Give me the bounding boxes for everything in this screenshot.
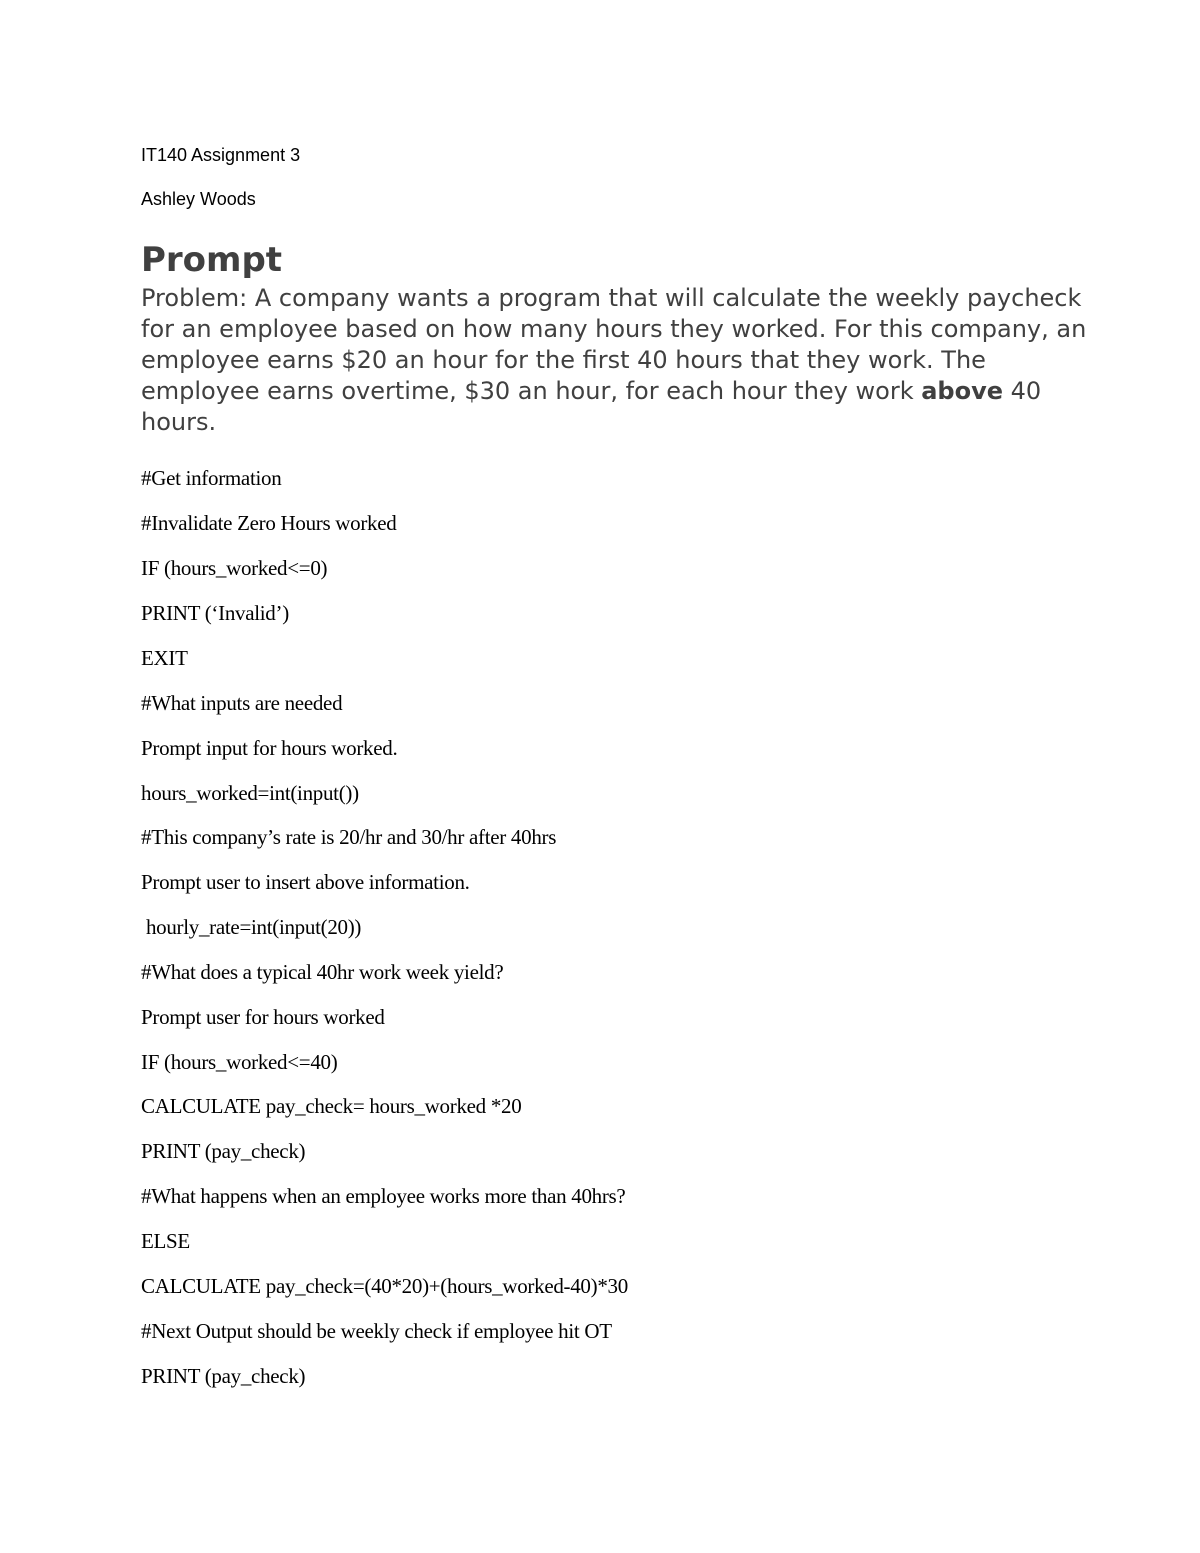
author-name: Ashley Woods	[141, 189, 256, 209]
code-line: hours_worked=int(input())	[141, 781, 359, 805]
code-line: Prompt user to insert above information.	[141, 870, 470, 894]
code-line: IF (hours_worked<=0)	[141, 556, 328, 580]
code-line: hourly_rate=int(input(20))	[141, 915, 362, 939]
code-line: CALCULATE pay_check=(40*20)+(hours_worked-40)*30	[141, 1274, 628, 1298]
code-line: PRINT (pay_check)	[141, 1364, 306, 1388]
code-line: #What inputs are needed	[141, 691, 343, 715]
code-line: IF (hours_worked<=40)	[141, 1050, 338, 1074]
course-title: IT140 Assignment 3	[141, 145, 301, 165]
code-line: CALCULATE pay_check= hours_worked *20	[141, 1094, 522, 1118]
code-line: #What happens when an employee works more than 40hrs?	[141, 1184, 626, 1208]
prompt-heading: Prompt	[141, 240, 283, 280]
problem-text: Problem: A company wants a program that will calculate the weekly paycheck for an employee based on how many hours they worked. For this company, an employee earns $20 an hour for the first 40 hours that they work. The employee earns overtime, $30 an hour, for each hour they work	[141, 284, 1087, 405]
code-line: ELSE	[141, 1229, 190, 1253]
code-line: #Get information	[141, 466, 282, 490]
code-line: #What does a typical 40hr work week yield?	[141, 960, 504, 984]
code-line: PRINT (pay_check)	[141, 1139, 306, 1163]
problem-statement	[141, 283, 1101, 438]
problem-emphasis: above	[921, 377, 1004, 405]
code-line: EXIT	[141, 646, 188, 670]
code-line: Prompt input for hours worked.	[141, 736, 398, 760]
problem-text-end: 40 hours.	[141, 377, 1042, 436]
code-line: #Invalidate Zero Hours worked	[141, 511, 397, 535]
code-line: Prompt user for hours worked	[141, 1005, 385, 1029]
code-line: PRINT (‘Invalid’)	[141, 601, 289, 625]
code-line: #This company’s rate is 20/hr and 30/hr after 40hrs	[141, 825, 557, 849]
code-line: #Next Output should be weekly check if employee hit OT	[141, 1319, 612, 1343]
